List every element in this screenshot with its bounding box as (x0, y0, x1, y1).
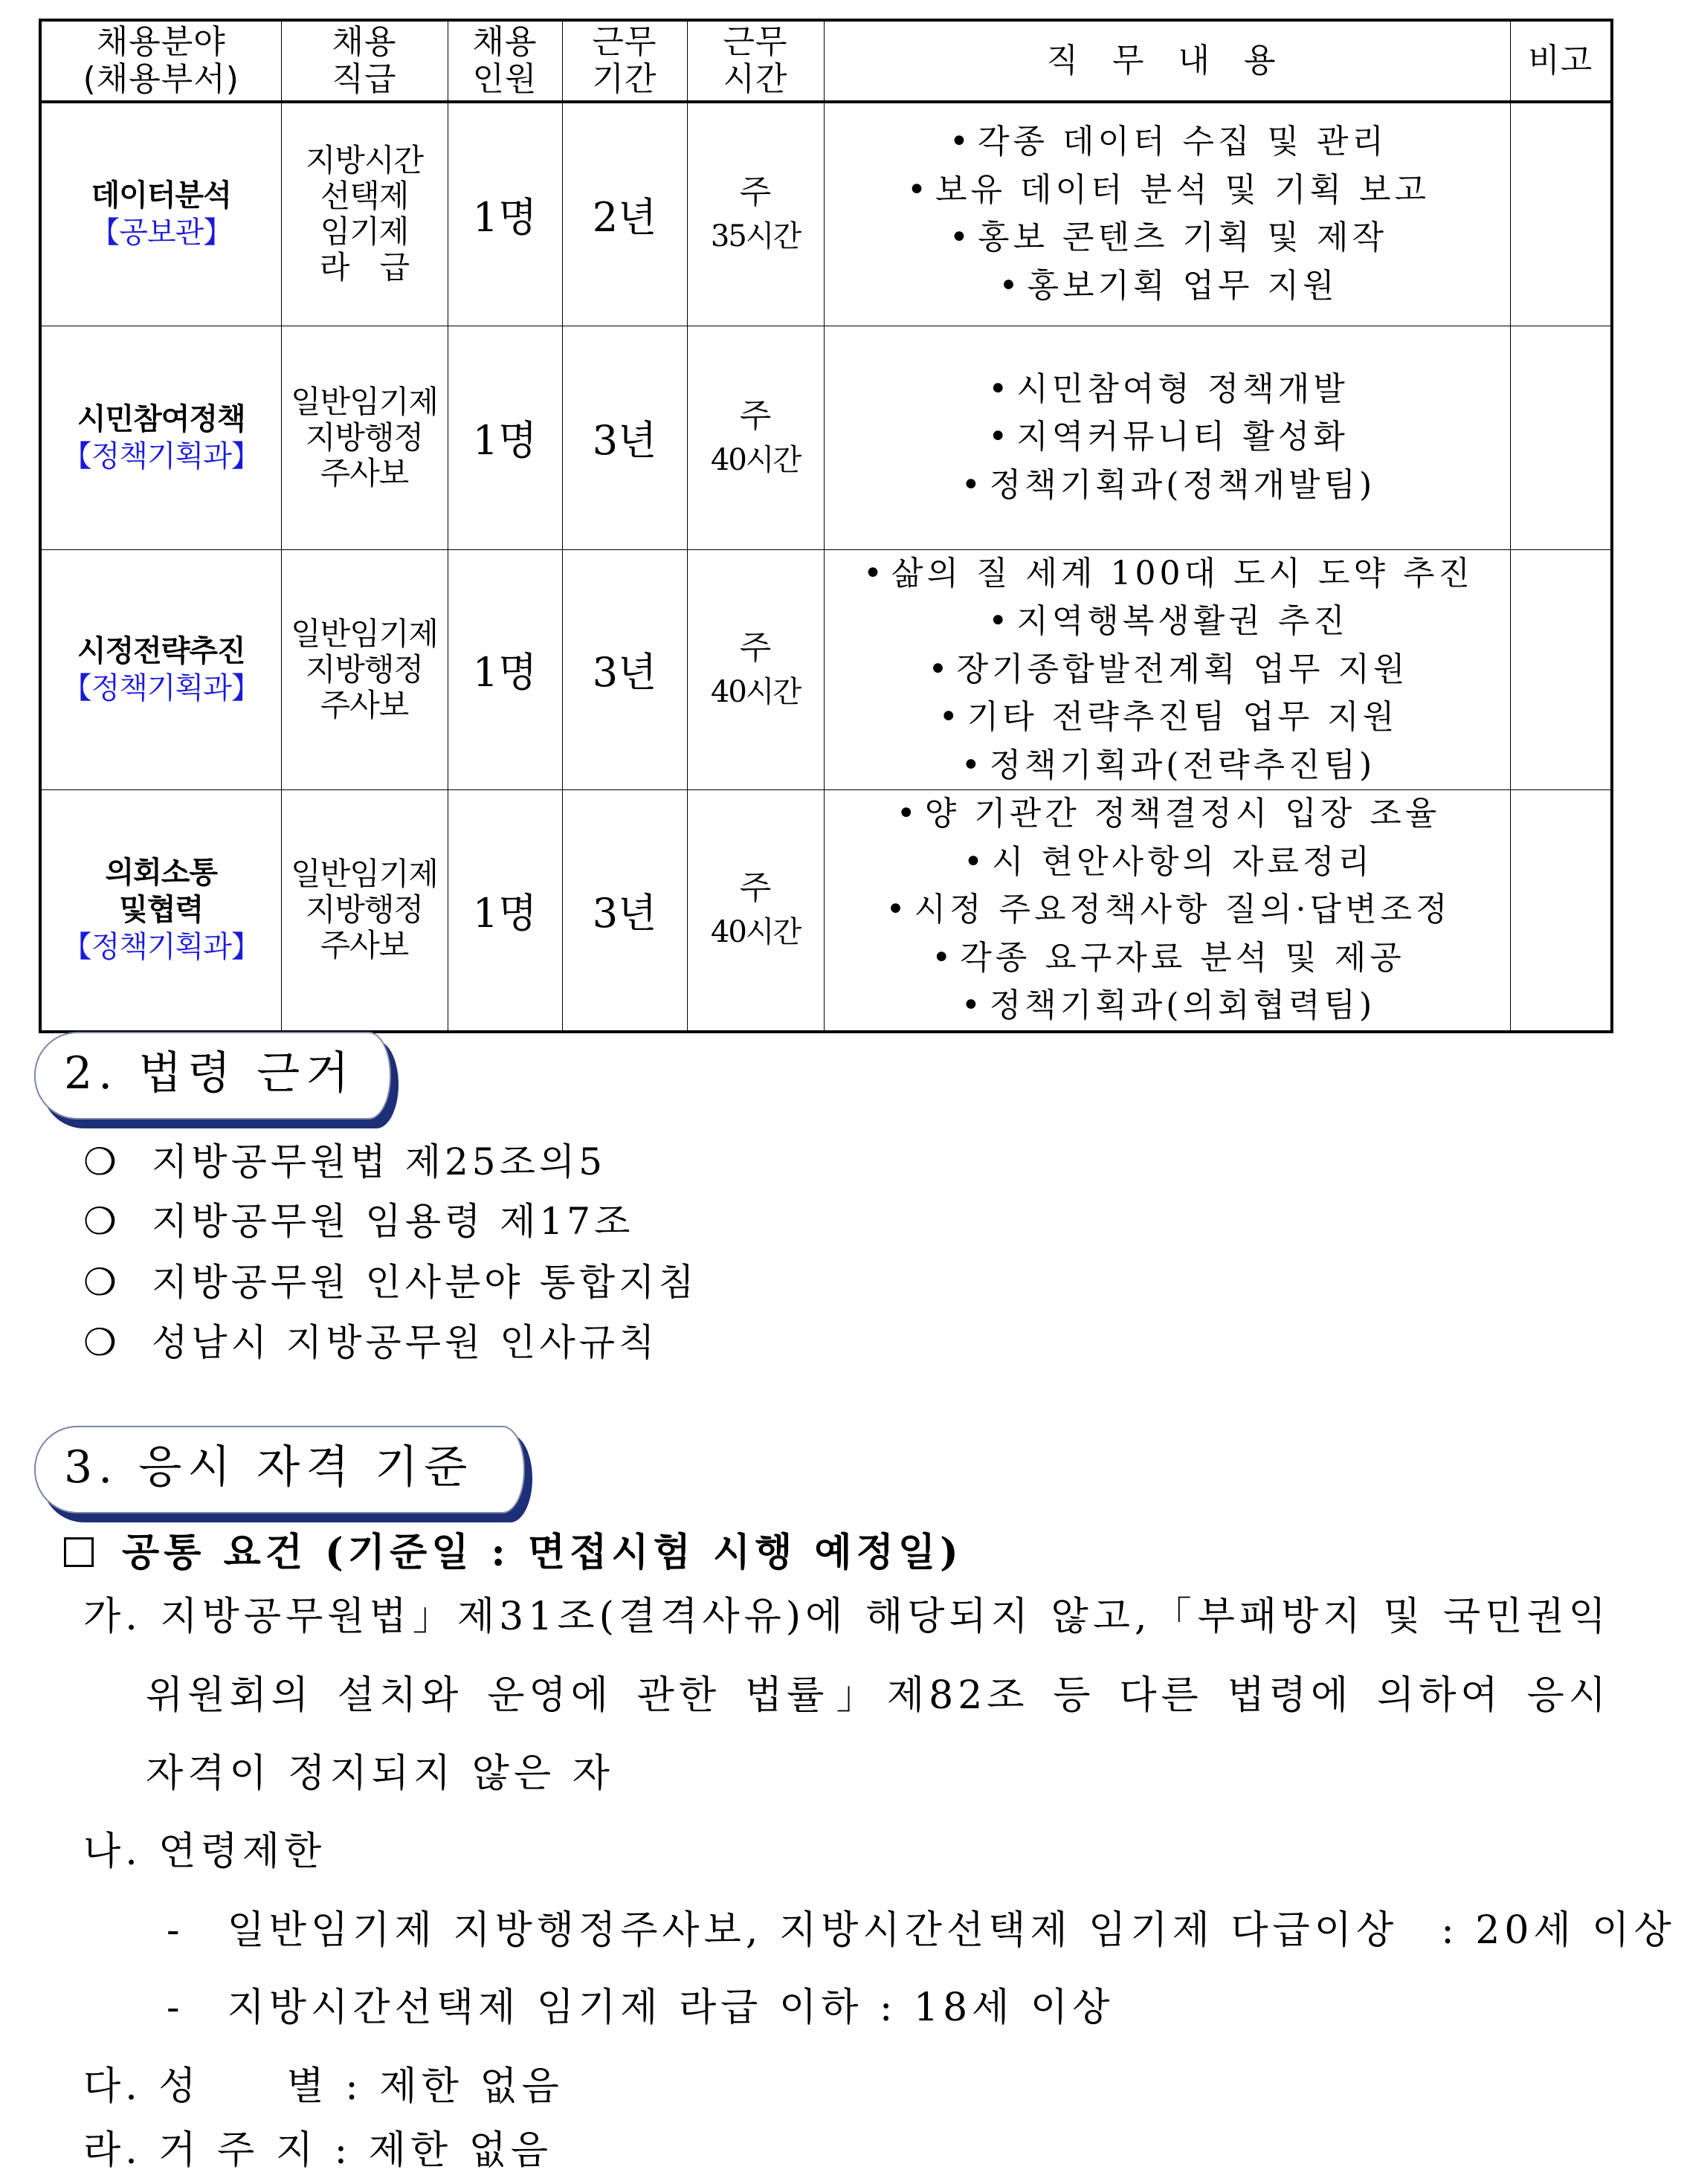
recruitment-table (39, 19, 1613, 1033)
checkbox-square-icon (64, 1537, 94, 1567)
requirement-ra: 라. 거 주 지 : 제한 없음 (83, 2128, 553, 2173)
section2-heading (34, 1032, 391, 1120)
header-note: 비고 (1510, 20, 1612, 102)
note-cell (1510, 326, 1612, 549)
requirement-na-title: 나. 연령제한 (83, 1829, 326, 1874)
duty-item: • 삶의 질 세계 100대 도시 도약 추진 (825, 550, 1510, 598)
field-cell: 의회소통 및협력 【정책기획과】 (40, 790, 281, 1032)
count-cell: 1명 (448, 549, 562, 790)
law-item: ❍ 지방공무원 임용령 제17조 (83, 1200, 634, 1243)
duty-item: • 정책기획과(정책개발팀) (825, 462, 1510, 510)
hours-cell: 주 40시간 (687, 549, 824, 790)
header-grade: 채용 직급 (281, 20, 448, 102)
header-field: 채용분야 (채용부서) (40, 20, 281, 102)
duty-item: • 지역행복생활권 추진 (825, 598, 1510, 646)
requirement-ga-line1: 가. 지방공무원법」제31조(결격사유)에 해당되지 않고,「부패방지 및 국민권익 (83, 1595, 1610, 1639)
table-row (40, 326, 1612, 549)
common-requirements-heading: 공통 요건 (기준일 : 면접시험 시행 예정일) (64, 1530, 963, 1576)
field-cell: 시민참여정책 【정책기획과】 (40, 326, 281, 549)
requirement-ga-line3: 자격이 정지되지 않은 자 (146, 1751, 614, 1796)
circle-bullet-icon: ❍ (83, 1140, 117, 1183)
duty-item: • 각종 요구자료 분석 및 제공 (825, 934, 1510, 983)
duty-item: • 기타 전략추진팀 업무 지원 (825, 694, 1510, 742)
law-item: ❍ 지방공무원법 제25조의5 (83, 1140, 607, 1183)
duty-item: • 시 현안사항의 자료정리 (825, 839, 1510, 887)
duty-item: • 장기종합발전계획 업무 지원 (825, 646, 1510, 694)
law-item: ❍ 성남시 지방공무원 인사규칙 (83, 1321, 659, 1364)
duty-item: • 홍보 콘텐츠 기획 및 제작 (825, 214, 1510, 262)
header-count: 채용 인원 (448, 20, 562, 102)
section3-heading (34, 1426, 525, 1513)
table-header-row (40, 20, 1612, 102)
header-hours: 근무 시간 (687, 20, 824, 102)
grade-cell: 일반임기제 지방행정 주사보 (281, 326, 448, 549)
note-cell (1510, 102, 1612, 326)
duty-item: • 정책기획과(전략추진팀) (825, 742, 1510, 790)
duties-cell (824, 102, 1510, 326)
duty-item: • 시민참여형 정책개발 (825, 366, 1510, 414)
circle-bullet-icon: ❍ (83, 1261, 117, 1304)
duty-item: • 지역커뮤니티 활성화 (825, 413, 1510, 462)
duty-item: • 정책기획과(의회협력팀) (825, 982, 1510, 1030)
duty-item: • 시정 주요정책사항 질의·답변조정 (825, 886, 1510, 934)
section3-title: 3. 응시 자격 기준 (64, 1441, 474, 1493)
count-cell: 1명 (448, 326, 562, 549)
grade-cell: 일반임기제 지방행정 주사보 (281, 549, 448, 790)
period-cell: 3년 (562, 549, 687, 790)
duty-item: • 보유 데이터 분석 및 기획 보고 (825, 167, 1510, 215)
hours-cell: 주 35시간 (687, 102, 824, 326)
duties-cell (824, 326, 1510, 549)
period-cell: 3년 (562, 790, 687, 1032)
count-cell: 1명 (448, 790, 562, 1032)
grade-cell: 일반임기제 지방행정 주사보 (281, 790, 448, 1032)
note-cell (1510, 790, 1612, 1032)
circle-bullet-icon: ❍ (83, 1321, 117, 1364)
period-cell: 2년 (562, 102, 687, 326)
field-cell: 시정전략추진 【정책기획과】 (40, 549, 281, 790)
requirement-da: 다. 성 별 : 제한 없음 (83, 2064, 564, 2109)
duty-item: • 양 기관간 정책결정시 입장 조율 (825, 790, 1510, 839)
hours-cell: 주 40시간 (687, 790, 824, 1032)
duties-cell (824, 790, 1510, 1032)
table-row (40, 549, 1612, 790)
count-cell: 1명 (448, 102, 562, 326)
grade-cell: 지방시간 선택제 임기제 라 급 (281, 102, 448, 326)
duty-item: • 홍보기획 업무 지원 (825, 262, 1510, 311)
field-cell: 데이터분석 【공보관】 (40, 102, 281, 326)
table-row (40, 790, 1612, 1032)
section2-title: 2. 법령 근거 (64, 1047, 355, 1099)
circle-bullet-icon: ❍ (83, 1200, 117, 1243)
hours-cell: 주 40시간 (687, 326, 824, 549)
table-row (40, 102, 1612, 326)
law-item: ❍ 지방공무원 인사분야 통합지침 (83, 1261, 698, 1304)
period-cell: 3년 (562, 326, 687, 549)
age-limit-item: - 일반임기제 지방행정주사보, 지방시간선택제 임기제 다급이상 : 20세 이상 (167, 1908, 1676, 1953)
requirement-ga-line2: 위원회의 설치와 운영에 관한 법률」제82조 등 다른 법령에 의하여 응시 (146, 1673, 1610, 1718)
duty-item: • 각종 데이터 수집 및 관리 (825, 118, 1510, 167)
note-cell (1510, 549, 1612, 790)
header-period: 근무 기간 (562, 20, 687, 102)
header-duties: 직 무 내 용 (824, 20, 1510, 102)
age-limit-item: - 지방시간선택제 임기제 라급 이하 : 18세 이상 (167, 1986, 1115, 2030)
duties-cell (824, 549, 1510, 790)
